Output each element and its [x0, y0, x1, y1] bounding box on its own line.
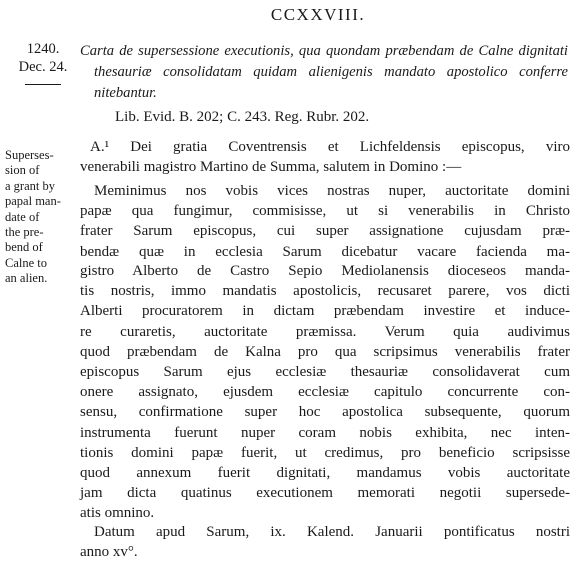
text-line: atis omnino.: [80, 505, 155, 522]
side-note-line: sion of: [5, 163, 40, 178]
date-block: [8, 40, 78, 85]
side-note-line: bend of: [5, 240, 43, 255]
references: Lib. Evid. B. 202; C. 243. Reg. Rubr. 202.: [115, 109, 370, 125]
side-note-line: papal man-: [5, 194, 61, 209]
text-line: anno xv°.: [80, 544, 138, 561]
paragraph-salutation: [80, 137, 570, 177]
side-note-line: date of: [5, 209, 40, 224]
text-line: A.¹ Dei gratia Coventrensis et Lichfeldensis episcopus, viro: [90, 139, 570, 155]
charter-number: CCXXVIII.: [270, 5, 366, 24]
side-note-line: the pre-: [5, 225, 44, 240]
text-line: gistro Alberto de Castro Sepio Mediolanensis dioceseos manda-: [80, 263, 570, 279]
text-line: episcopus Sarum ejus ecclesiæ thesauriæ consolidaverat cum: [80, 364, 570, 381]
text-line: Meminimus nos vobis vices nostras nuper, auctoritate domini: [94, 183, 570, 199]
text-line: frater Sarum episcopus, cui super assignatione cujusdam præ-: [80, 223, 570, 240]
text-line: papæ qua fungimur, commisisse, ut si venerabilis in Christo: [80, 203, 570, 220]
text-line: bendæ quæ in ecclesia Sarum dicebatur vacare facienda ma-: [80, 243, 570, 260]
text-line: instrumenta fuerunt nuper coram nobis exhibita, nec inten-: [80, 424, 570, 441]
date-year: 1240.: [26, 41, 60, 57]
text-line: re curaretis, auctoritate præmissa. Verum quia audivimus: [80, 323, 570, 340]
text-line: venerabili magistro Martino de Summa, salutem in Domino :—: [80, 159, 462, 176]
side-note-line: Calne to: [5, 255, 48, 270]
paragraph-main-upper: [80, 181, 570, 262]
text-line: jam dicta quatinus executionem memorati negotii supersede-: [80, 485, 570, 502]
charter-title: Carta de supersessione executionis, qua quondam præbendam de Calne dignitati thesauriæ consolidatam quidam alienigenis mandato apostolico conferre nitebantur.: [80, 43, 568, 101]
side-note-line: Superses-: [5, 148, 54, 162]
text-line: onere assignato, ejusdem ecclesiæ capitulo concurrente con-: [80, 384, 570, 401]
date-rule: [25, 84, 61, 85]
text-line: tis nostris, immo mandatis apostolicis, recusaret parere, vos dicti: [80, 283, 570, 300]
text-line: quod præbendam de Kalna pro qua scripsimus venerabilis frater: [80, 343, 570, 360]
side-note-line: an alien.: [5, 271, 48, 286]
text-line: tionis domini papæ fuerit, ut credimus, pro beneficio scripsisse: [80, 444, 570, 461]
paragraph-main-lower: [80, 261, 570, 524]
text-line: Alberti procuratorem in dictam præbendam investire et induce-: [80, 303, 570, 320]
text-line: quod annexum fuerit dignitati, mandamus vobis auctoritate: [80, 465, 570, 482]
side-note-line: a grant by: [5, 178, 55, 193]
date-day: Dec. 24.: [18, 59, 68, 75]
text-line: sensu, confirmatione super hoc apostolica subsequente, quorum: [80, 404, 570, 421]
paragraph-dating: [80, 522, 570, 562]
text-line: Datum apud Sarum, ix. Kalend. Januarii pontificatus nostri: [94, 524, 570, 540]
side-note: [5, 148, 71, 287]
